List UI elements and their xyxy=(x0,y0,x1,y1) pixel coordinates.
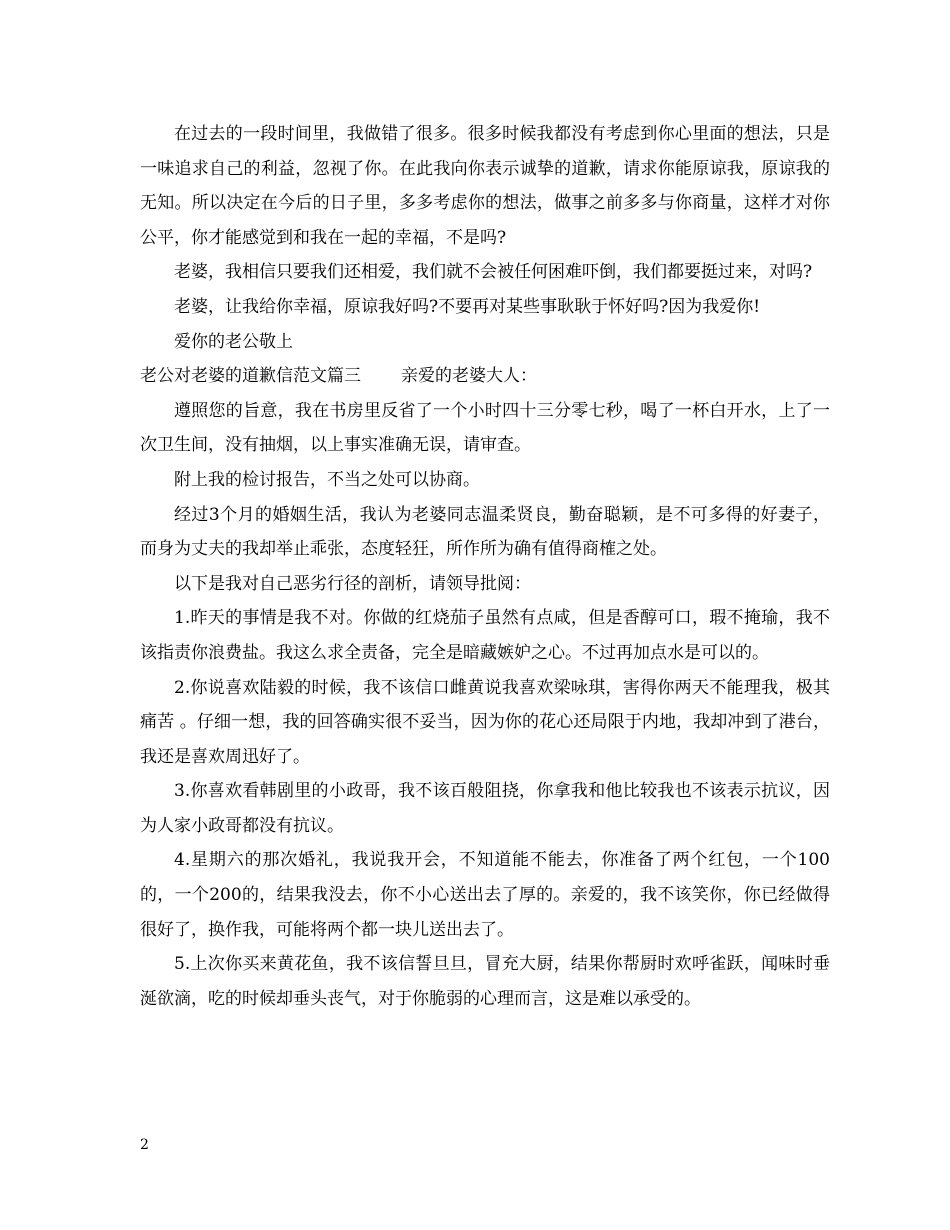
list-item: 2.你说喜欢陆毅的时候，我不该信口雌黄说我喜欢梁咏琪，害得你两天不能理我，极其痛苦 。仔细一想，我的回答确实很不妥当，因为你的花心还局限于内地，我却冲到了港台，我还是喜欢周迅好了。 xyxy=(140,677,830,767)
page-number: 2 xyxy=(140,1137,149,1153)
paragraph: 老婆，我相信只要我们还相爱，我们就不会被任何困难吓倒，我们都要挺过来，对吗? xyxy=(174,262,813,283)
paragraph: 附上我的检讨报告，不当之处可以协商。 xyxy=(174,469,480,490)
paragraph: 在过去的一段时间里，我做错了很多。很多时候我都没有考虑到你心里面的想法，只是一味追求自己的利益，忽视了你。在此我向你表示诚挚的道歉，请求你能原谅我，原谅我的无知。所以决定在今后的日子里，多多考虑你的想法，做事之前多多与你商量，这样才对你公平，你才能感觉到和我在一起的幸福，不是吗? xyxy=(140,124,830,248)
list-item: 1.昨天的事情是我不对。你做的红烧茄子虽然有点咸，但是香醇可口，瑕不掩瑜，我不该指责你浪费盐。我这么求全责备，完全是暗藏嫉妒之心。不过再加点水是可以的。 xyxy=(140,608,830,663)
list-item: 5.上次你买来黄花鱼，我不该信誓旦旦，冒充大厨，结果你帮厨时欢呼雀跃，闻味时垂涎欲滴，吃的时候却垂头丧气，对于你脆弱的心理而言，这是难以承受的。 xyxy=(140,954,830,1009)
paragraph: 以下是我对自己恶劣行径的剖析，请领导批阅： xyxy=(174,573,531,594)
section-title: 老公对老婆的道歉信范文篇三 xyxy=(140,366,361,387)
list-item: 3.你喜欢看韩剧里的小政哥，我不该百般阻挠，你拿我和他比较我也不该表示抗议，因为人家小政哥都没有抗议。 xyxy=(140,781,830,836)
signature-line: 爱你的老公敬上 xyxy=(174,331,293,352)
paragraph: 老婆，让我给你幸福，原谅我好吗?不要再对某些事耿耿于怀好吗?因为我爱你! xyxy=(174,296,761,317)
salutation: 亲爱的老婆大人： xyxy=(401,366,537,387)
paragraph: 遵照您的旨意，我在书房里反省了一个小时四十三分零七秒，喝了一杯白开水，上了一次卫生间，没有抽烟，以上事实准确无误，请审查。 xyxy=(140,400,830,456)
body-text xyxy=(140,117,830,1016)
section-heading-line xyxy=(140,359,830,394)
list-item: 4.星期六的那次婚礼，我说我开会，不知道能不能去，你准备了两个红包，一个100的，一个200的，结果我没去，你不小心送出去了厚的。亲爱的，我不该笑你，你已经做得很好了，换作我，可能将两个都一块儿送出去了。 xyxy=(140,850,830,940)
paragraph: 经过3个月的婚姻生活，我认为老婆同志温柔贤良，勤奋聪颖，是不可多得的好妻子，而身为丈夫的我却举止乖张，态度轻狂，所作所为确有值得商榷之处。 xyxy=(140,504,830,560)
